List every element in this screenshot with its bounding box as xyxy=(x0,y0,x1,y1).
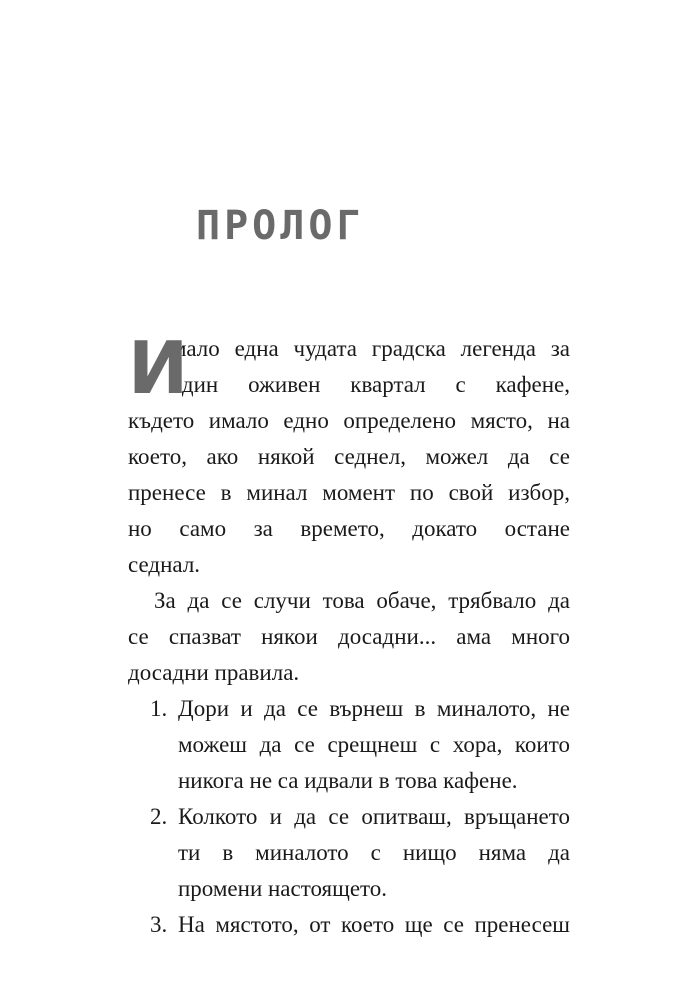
list-item-number: 1. xyxy=(150,696,168,721)
list-item xyxy=(150,691,570,799)
text-line: промени настоящето. xyxy=(178,876,388,901)
drop-cap: И xyxy=(128,326,189,410)
text-line: се спазват някои досадни... ама много xyxy=(128,624,570,649)
text-line: пренесе в минал момент по свой избор, xyxy=(128,480,570,505)
text-line: Дори и да се върнеш в миналото, не xyxy=(178,696,570,721)
list-item xyxy=(150,799,570,907)
list-item-number: 2. xyxy=(150,804,168,829)
list-item-number: 3. xyxy=(150,912,168,937)
chapter-title: ПРОЛОГ xyxy=(196,203,365,249)
text-line: мало една чудата градска легенда за xyxy=(172,336,570,361)
text-line: На мястото, от което ще се пренесеш xyxy=(178,912,570,937)
paragraph-1 xyxy=(128,326,570,583)
text-line: можеш да се срещнеш с хора, които xyxy=(178,732,570,757)
text-line: ти в миналото с нищо няма да xyxy=(178,840,570,865)
rules-list xyxy=(150,691,570,943)
text-line: седнал. xyxy=(128,552,201,577)
text-line: където имало едно определено място, на xyxy=(128,408,570,433)
text-line: досадни правила. xyxy=(128,660,300,685)
text-line: един оживен квартал с кафене, xyxy=(172,372,570,397)
text-line: но само за времето, докато остане xyxy=(128,516,570,541)
list-item xyxy=(150,907,570,943)
text-line: никога не са идвали в това кафене. xyxy=(178,768,518,793)
text-line: Колкото и да се опитваш, връщането xyxy=(178,804,570,829)
text-line: За да се случи това обаче, трябвало да xyxy=(154,588,570,613)
paragraph-2 xyxy=(128,583,570,691)
text-line: което, ако някой седнел, можел да се xyxy=(128,444,570,469)
